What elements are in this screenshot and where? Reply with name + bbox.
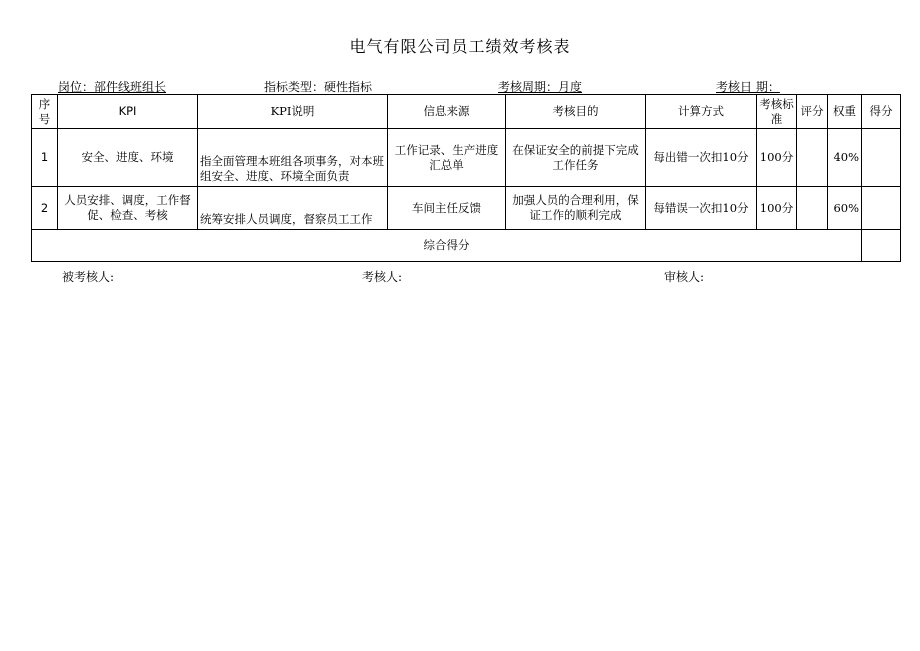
date-label: 考核日 期： <box>716 80 780 94</box>
assessee-label: 被考核人: <box>62 270 115 284</box>
header-source: 信息来源 <box>388 95 506 129</box>
table-header-row <box>32 95 901 129</box>
row-no: 2 <box>32 187 58 230</box>
assessor-label: 考核人: <box>362 270 403 284</box>
row-weight: 60% <box>828 187 862 230</box>
row-kpi: 人员安排、调度，工作督促、检查、考核 <box>58 187 198 230</box>
row-desc: 指全面管理本班组各项事务，对本班组安全、进度、环境全面负责 <box>198 129 388 187</box>
form-title: 电气有限公司员工绩效考核表 <box>349 37 571 56</box>
total-row <box>32 230 901 262</box>
indicator-type-label: 指标类型：硬性指标 <box>264 80 373 94</box>
row-purpose: 加强人员的合理利用，保证工作的顺利完成 <box>506 187 646 230</box>
form-meta <box>0 78 920 94</box>
row-no: 1 <box>32 129 58 187</box>
position-label: 岗位：部件线班组长 <box>58 80 167 94</box>
table-row <box>32 187 901 230</box>
header-score: 评分 <box>797 95 828 129</box>
header-standard: 考核标准 <box>757 95 797 129</box>
row-source: 车间主任反馈 <box>388 187 506 230</box>
header-purpose: 考核目的 <box>506 95 646 129</box>
row-purpose: 在保证安全的前提下完成工作任务 <box>506 129 646 187</box>
period-label: 考核周期：月度 <box>498 80 583 94</box>
header-weight: 权重 <box>828 95 862 129</box>
header-no: 序号 <box>32 95 58 129</box>
row-score <box>797 187 828 230</box>
row-result <box>862 187 901 230</box>
row-source: 工作记录、生产进度汇总单 <box>388 129 506 187</box>
row-standard: 100分 <box>757 129 797 187</box>
row-calc: 每出错一次扣10分 <box>646 129 757 187</box>
row-standard: 100分 <box>757 187 797 230</box>
header-calc: 计算方式 <box>646 95 757 129</box>
header-result: 得分 <box>862 95 901 129</box>
reviewer-label: 审核人: <box>664 270 705 284</box>
row-result <box>862 129 901 187</box>
table-row <box>32 129 901 187</box>
row-desc: 统筹安排人员调度，督察员工工作 <box>198 187 388 230</box>
total-label: 综合得分 <box>32 230 862 262</box>
row-weight: 40% <box>828 129 862 187</box>
total-score <box>862 230 901 262</box>
header-kpi-desc: KPI说明 <box>198 95 388 129</box>
header-kpi: KPI <box>58 95 198 129</box>
row-score <box>797 129 828 187</box>
kpi-table <box>31 94 901 262</box>
row-kpi: 安全、进度、环境 <box>58 129 198 187</box>
row-calc: 每错误一次扣10分 <box>646 187 757 230</box>
